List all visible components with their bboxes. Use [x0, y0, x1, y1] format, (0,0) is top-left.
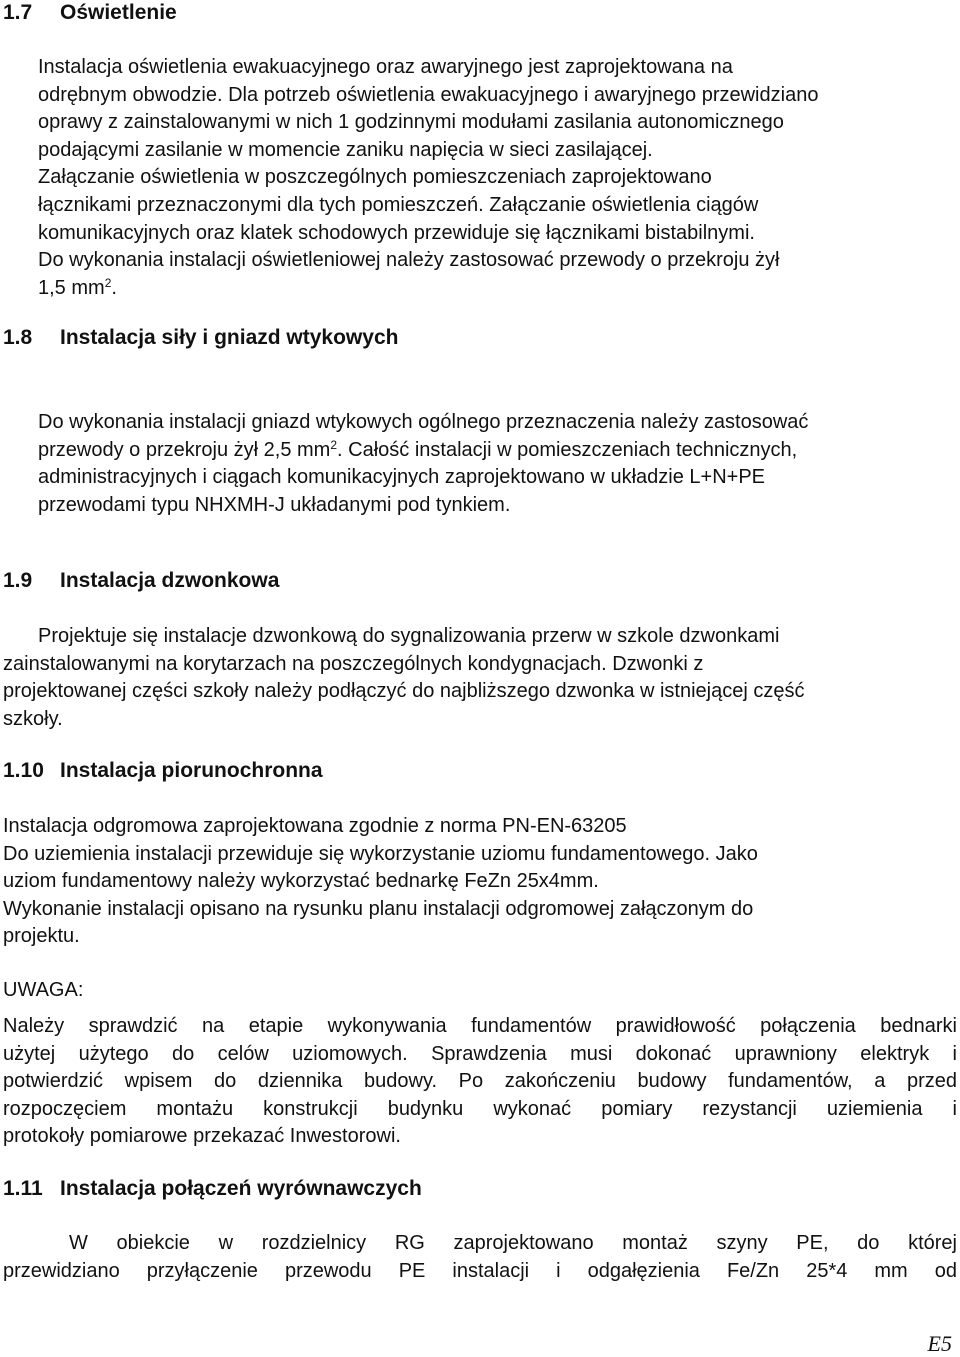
text-line: administracyjnych i ciągach komunikacyjnych zaprojektowano w układzie L+N+PE: [38, 466, 766, 489]
text-line: odrębnym obwodzie. Dla potrzeb oświetlenia ewakuacyjnego i awaryjnego przewidziano: [38, 83, 819, 106]
superscript: 2: [104, 275, 112, 290]
text-line: Instalacja oświetlenia ewakuacyjnego oraz awaryjnego jest zaprojektowana na: [38, 56, 733, 78]
section-title: Instalacja dzwonkowa: [60, 569, 280, 592]
text-line: Projektuje się instalacje dzwonkową do sygnalizowania przerw w szkole dzwonkami: [38, 625, 780, 647]
text-line: przewodami typu NHXMH-J układanymi pod tynkiem.: [38, 493, 511, 516]
text-line: łącznikami przeznaczonymi dla tych pomieszczeń. Załączanie oświetlenia ciągów: [38, 193, 759, 216]
text-line: Załączanie oświetlenia w poszczególnych pomieszczeniach zaprojektowano: [38, 166, 712, 189]
text-fragment: 1,5 mm: [38, 276, 105, 299]
section-number: 1.9: [3, 569, 33, 592]
text-line: projektowanej części szkoły należy podłączyć do najbliższego dzwonka w istniejącej część: [3, 680, 805, 703]
text-line: [38, 437, 938, 465]
text-line: [38, 275, 858, 303]
section-number: 1.7: [3, 1, 33, 24]
text-line: Do wykonania instalacji gniazd wtykowych ogólnego przeznaczenia należy zastosować: [38, 411, 809, 433]
section-heading-1-11: [3, 1175, 422, 1203]
text-line: Wykonanie instalacji opisano na rysunku planu instalacji odgromowej załączonym do: [3, 897, 754, 920]
text-line: użytej użytego do celów uziomowych. Sprawdzenia musi dokonać uprawniony elektryk i: [3, 1042, 957, 1065]
section-title: Instalacja piorunochronna: [60, 759, 323, 782]
text-line: projektu.: [3, 925, 80, 948]
text-fragment: przewody o przekroju żył 2,5 mm: [38, 438, 331, 461]
text-line: W obiekcie w rozdzielnicy RG zaprojektowano montaż szyny PE, do której: [69, 1232, 957, 1254]
section-number: 1.8: [3, 326, 33, 349]
paragraph-bells: [3, 623, 948, 733]
text-line: Instalacja odgromowa zaprojektowana zgodnie z norma PN-EN-63205: [3, 815, 627, 837]
text-line: komunikacyjnych oraz klatek schodowych przewiduje się łącznikami bistabilnymi.: [38, 221, 755, 244]
text-line: potwierdzić wpisem do dziennika budowy. Po zakończeniu budowy fundamentów, a przed: [3, 1070, 957, 1093]
text-line: uziom fundamentowy należy wykorzystać bednarkę FeZn 25x4mm.: [3, 870, 599, 893]
text-line: rozpoczęciem montażu konstrukcji budynku wykonać pomiary rezystancji uziemienia i: [3, 1097, 957, 1120]
text-fragment: .: [111, 276, 117, 299]
section-title: Instalacja połączeń wyrównawczych: [60, 1177, 422, 1200]
paragraph-power-sockets: [38, 409, 938, 519]
paragraph-lightning-protection: [3, 813, 948, 951]
text-line: przewidziano przyłączenie przewodu PE instalacji i odgałęzienia Fe/Zn 25*4 mm od: [3, 1259, 957, 1282]
section-heading-1-9: [3, 567, 280, 595]
text-line: szkoły.: [3, 707, 63, 730]
text-line: oprawy z zainstalowanymi w nich 1 godzinnymi modułami zasilania autonomicznego: [38, 111, 784, 134]
section-title: Instalacja siły i gniazd wtykowych: [60, 326, 399, 349]
section-title: Oświetlenie: [60, 1, 177, 24]
text-line: Należy sprawdzić na etapie wykonywania fundamentów prawidłowość połączenia bednarki: [3, 1015, 957, 1037]
text-line: Do wykonania instalacji oświetleniowej należy zastosować przewody o przekroju żył: [38, 249, 780, 272]
paragraph-lighting: [38, 54, 858, 302]
section-heading-1-8: [3, 324, 399, 352]
text-line: protokoły pomiarowe przekazać Inwestorowi.: [3, 1125, 401, 1148]
superscript: 2: [330, 437, 338, 452]
section-number: 1.10: [3, 759, 44, 782]
section-heading-1-10: [3, 757, 323, 785]
text-line: Do uziemienia instalacji przewiduje się wykorzystanie uziomu fundamentowego. Jako: [3, 842, 758, 865]
note-label: [3, 977, 83, 1005]
text-line: podającymi zasilanie w momencie zaniku napięcia w sieci zasilającej.: [38, 138, 653, 161]
text-fragment: . Całość instalacji w pomieszczeniach technicznych,: [337, 438, 798, 461]
section-number: 1.11: [3, 1177, 43, 1200]
text-line: zainstalowanymi na korytarzach na poszczególnych kondygnacjach. Dzwonki z: [3, 652, 704, 675]
page-number: E5: [927, 1331, 952, 1356]
section-heading-1-7: [3, 0, 177, 27]
paragraph-equipotential: [3, 1230, 957, 1285]
note-label-text: UWAGA:: [3, 979, 84, 1001]
paragraph-note: [3, 1013, 957, 1151]
